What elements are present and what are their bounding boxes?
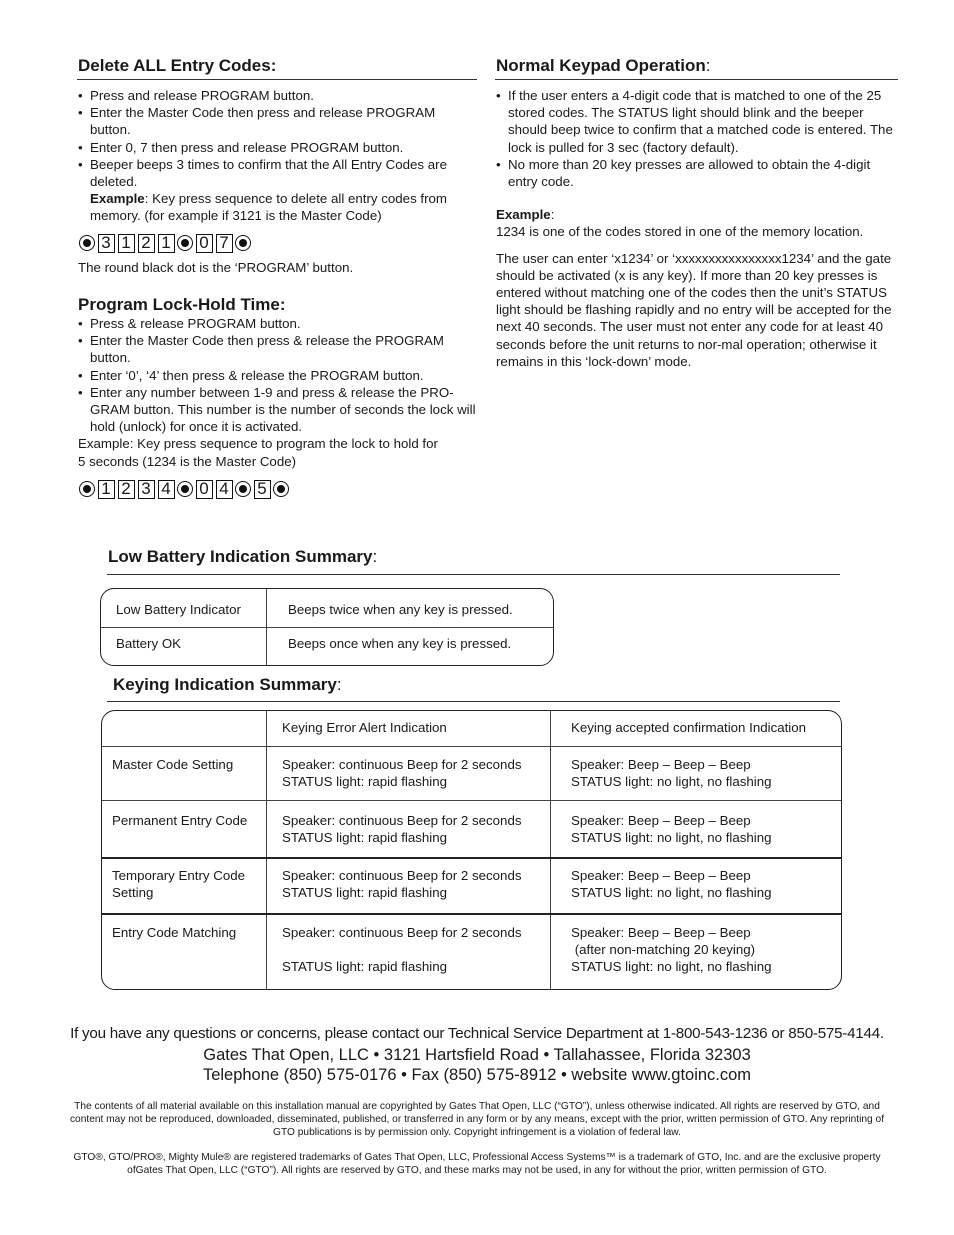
lock-hold-section — [78, 315, 480, 470]
low-battery-heading: Low Battery Indication Summary: — [108, 547, 378, 566]
normal-op-example-text: 1234 is one of the codes stored in one of the memory location. — [496, 224, 864, 240]
delete-all-rule — [77, 79, 477, 80]
divider — [101, 627, 553, 628]
table-cell: Speaker: continuous Beep for 2 seconds STATUS light: rapid flashing — [282, 813, 522, 846]
table-cell: Low Battery Indicator — [116, 602, 241, 617]
lock-hold-key-sequence — [78, 478, 290, 500]
program-button-icon — [235, 235, 251, 251]
divider — [102, 746, 841, 747]
program-button-icon — [177, 235, 193, 251]
key: 0 — [196, 234, 213, 253]
table-cell: Speaker: Beep – Beep – Beep (after non-matching 20 keying) STATUS light: no light, no flashing — [571, 925, 772, 975]
column-header: Keying Error Alert Indication — [282, 720, 447, 735]
key: 0 — [196, 480, 213, 499]
normal-op-rule — [495, 79, 898, 80]
key: 3 — [138, 480, 155, 499]
key: 1 — [158, 234, 175, 253]
program-button-note: The round black dot is the ‘PROGRAM’ button. — [78, 260, 354, 275]
table-cell: Speaker: Beep – Beep – Beep STATUS light: no light, no flashing — [571, 868, 772, 901]
table-cell: Speaker: Beep – Beep – Beep STATUS light: no light, no flashing — [571, 813, 772, 846]
company-address: Gates That Open, LLC • 3121 Hartsfield Road • Tallahassee, Florida 32303 — [203, 1046, 751, 1064]
table-cell: Beeps once when any key is pressed. — [288, 636, 512, 651]
divider — [266, 711, 267, 989]
key: 2 — [118, 480, 135, 499]
program-button-icon — [235, 481, 251, 497]
divider — [102, 800, 841, 801]
delete-all-example: Example: Key press sequence to delete all entry codes from memory. (for example if 3121 is the Master Code) — [90, 191, 447, 224]
key: 7 — [216, 234, 233, 253]
divider — [102, 913, 841, 915]
list-item: • Enter the Master Code then press & release the PROGRAM button. — [78, 332, 480, 366]
lock-hold-example: Example: Key press sequence to program the lock to hold for — [78, 436, 438, 452]
lock-hold-heading: Program Lock-Hold Time: — [78, 295, 286, 314]
delete-all-steps — [78, 87, 478, 190]
divider — [550, 711, 551, 989]
program-button-icon — [273, 481, 289, 497]
key: 1 — [118, 234, 135, 253]
delete-all-heading: Delete ALL Entry Codes: — [78, 56, 277, 75]
table-cell: Speaker: continuous Beep for 2 seconds STATUS light: rapid flashing — [282, 925, 522, 975]
key: 2 — [138, 234, 155, 253]
table-cell: Speaker: Beep – Beep – Beep STATUS light: no light, no flashing — [571, 757, 772, 790]
list-item: • Enter any number between 1-9 and press & release the PRO-GRAM button. This number is the number of seconds the lock will hold (unlock) for once it is activated. — [78, 384, 480, 436]
table-cell: Beeps twice when any key is pressed. — [288, 602, 513, 617]
normal-op-list — [496, 87, 896, 190]
list-item: • Enter the Master Code then press and release PROGRAM button. — [78, 104, 478, 138]
normal-op-section — [496, 87, 896, 370]
program-button-icon — [79, 235, 95, 251]
list-item: • Enter ‘0’, ‘4’ then press & release the PROGRAM button. — [78, 367, 480, 384]
lock-hold-example-2: 5 seconds (1234 is the Master Code) — [78, 453, 297, 469]
key: 1 — [98, 480, 115, 499]
company-phone: Telephone (850) 575-0176 • Fax (850) 575-8912 • website www.gtoinc.com — [202, 1066, 752, 1084]
delete-all-key-sequence — [78, 232, 252, 254]
row-label: Permanent Entry Code — [112, 813, 248, 828]
keying-rule — [107, 701, 840, 702]
program-button-icon — [177, 481, 193, 497]
key: 4 — [216, 480, 233, 499]
list-item: • Enter 0, 7 then press and release PROGRAM button. — [78, 139, 478, 156]
list-item: • Press & release PROGRAM button. — [78, 315, 480, 332]
row-label: Master Code Setting — [112, 757, 234, 772]
row-label: Entry Code Matching — [112, 925, 237, 940]
copyright-notice: The contents of all material available on this installation manual are copyrighted by Gates That Open, LLC (“GTO”), unless otherwise indicated. All rights are reserved by GTO, and content may not be reproduced, downloaded, disseminated, published, or transferred in any form or by any means, except with the prior, written permission of GTO. Any reprinting of GTO publications is by permission only. Copyright infringement is a violation of federal law. — [69, 1101, 885, 1138]
contact-line: If you have any questions or concerns, please contact our Technical Service Department at 1-800-543-1236 or 850-575-4144. — [70, 1025, 884, 1042]
keying-heading: Keying Indication Summary: — [113, 675, 342, 694]
column-header: Keying accepted confirmation Indication — [571, 720, 807, 735]
table-cell: Speaker: continuous Beep for 2 seconds STATUS light: rapid flashing — [282, 757, 522, 790]
normal-op-heading: Normal Keypad Operation: — [496, 56, 711, 75]
key: 5 — [254, 480, 271, 499]
row-label: Temporary Entry Code Setting — [112, 868, 246, 901]
list-item: • No more than 20 key presses are allowed to obtain the 4-digit entry code. — [496, 156, 896, 190]
low-battery-rule — [107, 574, 840, 575]
normal-op-example: Example: — [496, 207, 555, 223]
key: 3 — [98, 234, 115, 253]
list-item: • Beeper beeps 3 times to confirm that the All Entry Codes are deleted. — [78, 156, 478, 190]
lock-hold-steps — [78, 315, 480, 435]
list-item: • If the user enters a 4-digit code that is matched to one of the 25 stored codes. The STATUS light should blink and the beeper should beep twice to confirm that a matched code is entered. The lock is pulled for 3 sec (factory default). — [496, 87, 896, 156]
delete-all-section — [78, 87, 478, 225]
normal-op-paragraph: The user can enter ‘x1234’ or ‘xxxxxxxxxxxxxxxx1234’ and the gate should be activated (x is any key). If more than 20 key presses is entered without matching one of the codes then the unit’s STATUS light should be flashing rapidly and no entry will be accepted for the next 40 seconds. The user must not enter any code for at least 40 seconds before the unit returns to nor-mal operation; otherwise it remains in this ‘lock-down’ mode. — [496, 250, 892, 369]
trademark-notice: GTO®, GTO/PRO®, Mighty Mule® are registered trademarks of Gates That Open, LLC, Professional Access Systems™ is a trademark of GTO, Inc. and are the exclusive property ofGates That Open, LLC (“GTO”). All rights are reserved by GTO, and these marks may not be used, in any for without the prior, written permission of GTO. — [73, 1152, 881, 1176]
divider — [102, 857, 841, 859]
table-cell: Speaker: continuous Beep for 2 seconds STATUS light: rapid flashing — [282, 868, 522, 901]
list-item: • Press and release PROGRAM button. — [78, 87, 478, 104]
program-button-icon — [79, 481, 95, 497]
table-cell: Battery OK — [116, 636, 182, 651]
key: 4 — [158, 480, 175, 499]
